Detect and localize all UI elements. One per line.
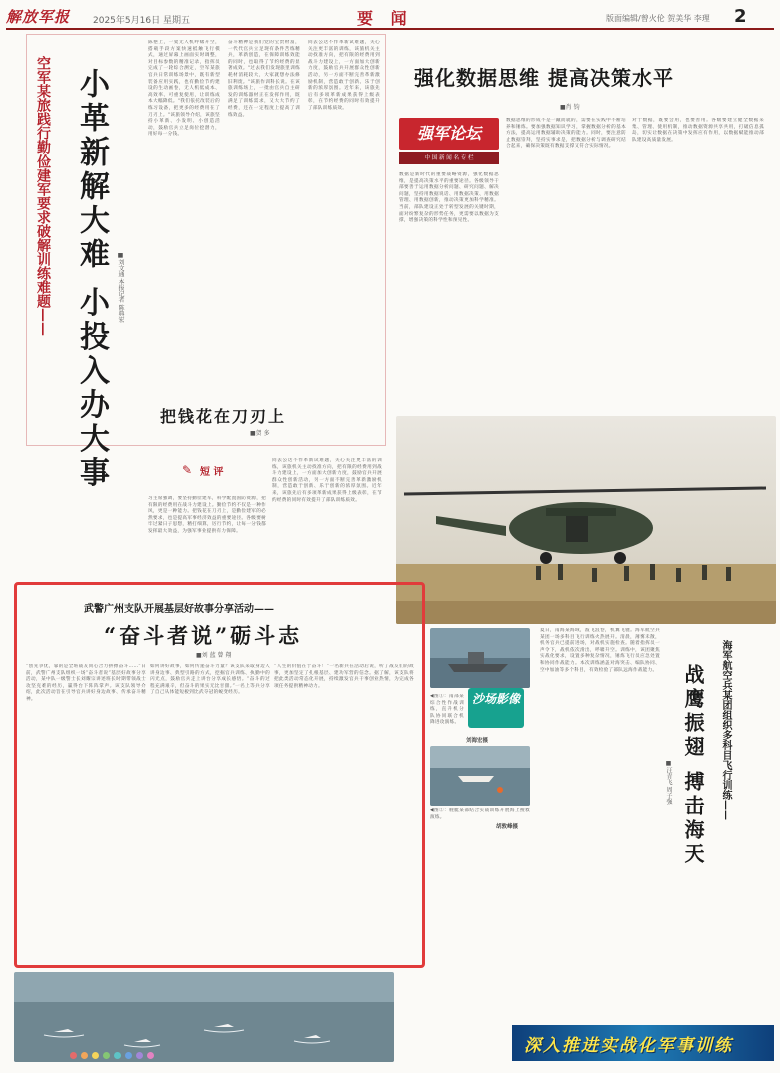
training-banner-label: 深入推进实战化军事训练 bbox=[524, 1036, 733, 1056]
article2-body-right: 同去公达不作革新试难题，关心关注更丰富的训练，该旅机关主动找准方向，把有限的经费用到战斗力建设上，一方面加大创新力度，鼓励官兵开展群众性创新活动，另一方面不断完善革新激励机制，营造敢于创新、乐于创新的浓厚氛围。近年来，该旅先后有多项革新成果获得上级表彰，在节约经费的同时有效提升了部队训练质效。 bbox=[272, 458, 382, 503]
article5-byline: ■汪青飞 周子强 bbox=[665, 760, 672, 805]
article5-subtitle: 海军航空兵某团组织多科目飞行训练—— bbox=[720, 640, 731, 820]
article1-headline: 小革新解大难 小投入办大事 bbox=[74, 68, 109, 491]
section-title: 要 闻 bbox=[357, 9, 413, 28]
forum-tag-label: 强军论坛 bbox=[399, 118, 499, 150]
feature-tag bbox=[468, 688, 524, 728]
photo-credit-2: 胡敦峰摄 bbox=[496, 824, 519, 830]
article5-headline: 战鹰振翅 搏击海天 bbox=[681, 664, 705, 867]
article3-body-1: 数据是新时代的重要战略资源，强化数据思维，是提高决策水平的重要途径。各级领导干部要善于运用数据分析问题、研究问题、解决问题，坚持用数据说话、用数据决策、用数据管理、用数据创新，推动决策更加科学精准。当前，部队建设正处于转型发展的关键时期，面对纷繁复杂的形势任务，更需要以数据为支撑，增强决策的科学性和预见性。 bbox=[399, 172, 499, 224]
ship-photo bbox=[430, 628, 530, 688]
article2-body-left: 习主席强调，要坚持勤俭建军，科学配置国防资源，把有限的经费用在战斗力建设上。勤俭节约不仅是一种作风，更是一种能力。把钱花在刀刃上，是勤俭建军的必然要求，也是提高军事经济效益的重要途径。各级要树牢过紧日子思想，精打细算，厉行节约，让每一分钱都发挥最大效益，为强军事业提供有力保障。 bbox=[148, 496, 266, 534]
training-banner bbox=[512, 1025, 774, 1061]
article2-byline: ■贺 多 bbox=[250, 430, 270, 437]
photo-caption-1: ◀图①：南部某综合性作战训练，直升机分队协同联合机降进攻演练。 bbox=[430, 694, 464, 726]
pencil-icon: ✎ bbox=[182, 463, 193, 477]
article4-body-3: “人生的价值在于奋斗！”一名新兵在活动后说，听了战友们的故事，更加坚定了扎根基层、建功军营的信念。据了解，该支队将把此类活动常态化开展，持续激发官兵干事创业热情，为完成各项任务提供精神动力。 bbox=[274, 664, 414, 689]
helicopter-photo bbox=[396, 416, 776, 624]
editors-line: 版面编辑/曾火伦 贺美华 李理 bbox=[606, 14, 710, 23]
forum-tag-sub: 中 国 新 闻 名 专 栏 bbox=[399, 152, 499, 164]
article1-byline: ■刘文通 本报记者 陈典宏 bbox=[117, 252, 124, 323]
decorative-dots bbox=[70, 1044, 158, 1063]
article4-kicker: 武警广州支队开展基层好故事分享活动—— bbox=[84, 604, 274, 615]
article3-body-2: 数据思维的形成不是一蹴而就的，需要在实践中不断培养和锤炼。要加强数据知识学习，掌握数据分析的基本方法，提高运用数据辅助决策的能力。同时，要注意防止数据崇拜，坚持实事求是，把数据分析与调查研究结合起来，确保决策既有数据支撑又符合实际情况。 bbox=[506, 118, 626, 150]
article1-body-right: 同去公达不作革新试难题，关心关注更丰富的训练，该旅机关主动找准方向，把有限的经费用到战斗力建设上，一方面加大创新力度，鼓励官兵开展群众性创新活动，另一方面不断完善革新激励机制，营造敢于创新、乐于创新的浓厚氛围。近年来，该旅先后有多项革新成果获得上级表彰，在节约经费的同时有效提升了部队训练质效。 bbox=[308, 40, 380, 111]
article4-byline: ■刘 蓝 曾 翔 bbox=[196, 652, 232, 659]
newspaper-logo: 解放军报 bbox=[6, 8, 71, 26]
feature-tag-label: 沙场影像 bbox=[472, 692, 521, 706]
forum-tag bbox=[399, 118, 499, 166]
article4-body-1: “创先争优，靠的是全班战友同心合力拼搏奋斗……”日前，武警广州支队组织一场“奋斗者说”基层好故事分享活动，某中队一级警士长刘耀宗讲述班长时期带领战士攻坚克难的经历，赢得台下阵阵掌声。该支队领导介绍，此次活动旨在引导官兵讲好身边故事、传承奋斗精神。 bbox=[26, 664, 146, 702]
helicopter-photo-image bbox=[396, 416, 776, 624]
article3-byline: ■肖 钧 bbox=[560, 104, 580, 111]
ship-image bbox=[430, 628, 530, 688]
rescue-image bbox=[430, 746, 530, 806]
article3-headline: 强化数据思维 提高决策水平 bbox=[414, 66, 674, 90]
photo-caption-2: ◀图②：舰艇某部结合实战训练开展海上搜救演练。 bbox=[430, 808, 530, 820]
comment-tag-label: 短 评 bbox=[200, 467, 224, 478]
article2-headline: 把钱花在刀刃上 bbox=[160, 407, 287, 426]
article4-body-2: 如何讲好故事，如何传递奋斗力量？该支队采取身边人讲身边事、典型引路的方式，挖掘官兵训练、执勤中的闪光点，鼓励官兵走上讲台分享成长感悟。“奋斗的过程充满艰辛，但奋斗的果实无比甘甜。”一名上等兵分享了自己从体能短板到比武夺冠的蜕变经历。 bbox=[150, 664, 270, 696]
rescue-photo bbox=[430, 746, 530, 806]
article1-subtitle: 空军某旅践行勤俭建军要求破解训练难题—— bbox=[35, 56, 51, 336]
article5-body: 夏日，南海某海域，波飞浪卷，机翼飞驰。海军航空兵某团一场多科目飞行训练火热展开。清晨，薄雾未散，机务官兵已提前进场，对战机实施检查。随着指挥员一声令下，战机依次滑出，呼啸升空。训练中，该团聚焦实战化要求，设置多种复杂情况，锤炼飞行员应急处置和协同作战能力。本次训练涵盖对海突击、编队协同、空中加油等多个科目，有效检验了部队远海作战能力。 bbox=[540, 628, 660, 673]
article3-body-3: 对于数据，既要会用，也要善用。各级要建立健全数据采集、管理、使用机制，推动数据资源共享共用，打破信息孤岛，切实让数据在决策中发挥应有作用，以数据赋能推动部队建设高质量发展。 bbox=[632, 118, 764, 143]
article1-body-mid: 奋斗精神是我们党的宝贵财富，一代代官兵立足现有条件苦练精兵，革新创造，在保障训练效能的同时，也取得了节约经费的显著成效。"过去我们发现旅里训练耗材消耗较大，大家就想办法修旧利废。"该旅作训科长说。在该旅训练场上，一批由官兵自主研发的训练器材正在发挥作用，既满足了训练需求，又大大节约了经费，还在一定程度上提高了训练效益。 bbox=[228, 40, 300, 118]
header-rule bbox=[6, 28, 774, 30]
article4-headline: “奋斗者说”砺斗志 bbox=[104, 623, 303, 648]
article1-body-left: 陈艳上，一架无人机呼啸升空，搭载手段方案快速抵触飞行模式，通过屏幕上画面实时调整，对目标参数的精准记录，指挥员完成了一轮综合测定，空军某旅官兵日常训练场景中，既有新型装备应用实践，也有勤俭节约建设的生动画卷，无人机低成本、高效率、可重复使用，让训练成本大幅降低。"我们依托改装后的练习设备，把更多的经费用在了刀刃上。"该旅领导介绍，该旅坚持小革新、小发明、小创造活动，鼓励官兵立足岗位挖潜力，用好每一分钱。 bbox=[148, 40, 220, 138]
photo-credit-1: 刘海宏摄 bbox=[466, 738, 489, 744]
comment-tag bbox=[182, 462, 244, 478]
issue-date: 2025年5月16日 星期五 bbox=[93, 16, 190, 26]
page-number: 2 bbox=[734, 6, 747, 27]
